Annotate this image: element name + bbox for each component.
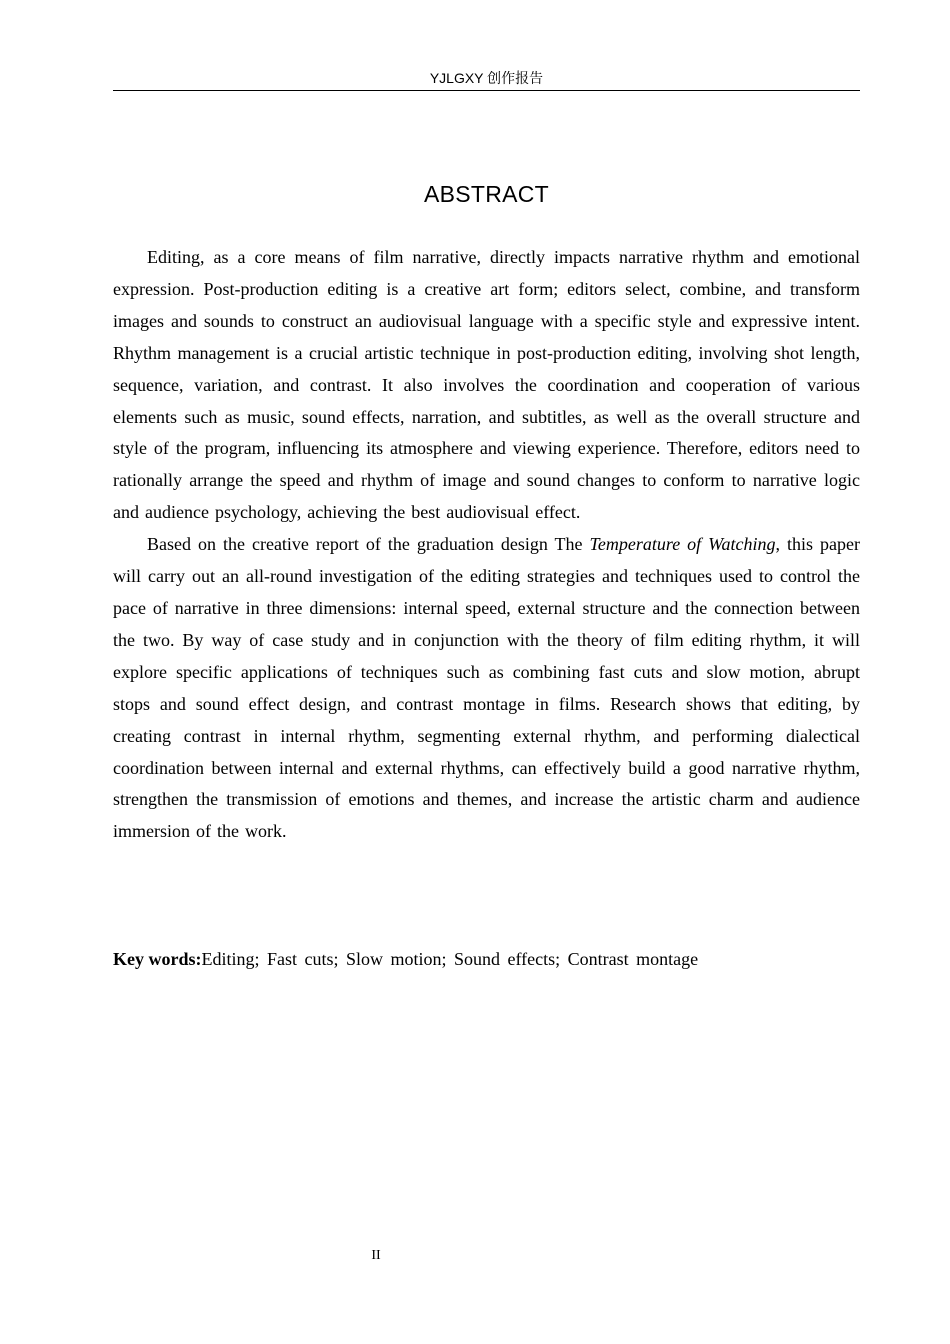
header-rule (113, 90, 860, 91)
keywords-label: Key words: (113, 949, 202, 969)
paragraph-2-lead: Based on the creative report of the graduation design The (147, 534, 590, 555)
keywords-text: Editing; Fast cuts; Slow motion; Sound effects; Contrast montage (201, 949, 699, 969)
abstract-paragraph-1: Editing, as a core means of film narrative, directly impacts narrative rhythm and emotional expression. Post-production editing is a creative art form; editors select, combine, and transform images and sounds to construct an audiovisual language with a specific style and expressive intent. Rhythm management is a crucial artistic technique in post-production editing, involving shot length, sequence, variation, and contrast. It also involves the coordination and cooperation of various elements such as music, sound effects, narration, and subtitles, as well as the overall structure and style of the program, influencing its atmosphere and viewing experience. Therefore, editors need to rationally arrange the speed and rhythm of image and sound changes to conform to narrative logic and audience psychology, achieving the best audiovisual effect. (113, 247, 860, 523)
page-number: II (371, 1248, 381, 1263)
abstract-body (113, 242, 860, 848)
keywords-line (113, 944, 860, 976)
page-header: YJLGXY 创作报告 (429, 70, 544, 86)
work-title: Temperature of Watching (589, 534, 776, 555)
abstract-paragraph-2 (113, 529, 860, 848)
abstract-title: ABSTRACT (423, 181, 550, 207)
paragraph-2-rest: , this paper will carry out an all-round investigation of the editing strategies and techniques used to control the pace of narrative in three dimensions: internal speed, external structure and the connection between the two. By way of case study and in conjunction with the theory of film editing rhythm, it will explore specific applications of techniques such as combining fast cuts and slow motion, abrupt stops and sound effect design, and contrast montage in films. Research shows that editing, by creating contrast in internal rhythm, segmenting external rhythm, and performing dialectical coordination between internal and external rhythms, can effectively build a good narrative rhythm, strengthen the transmission of emotions and themes, and increase the artistic charm and audience immersion of the work. (113, 534, 860, 842)
